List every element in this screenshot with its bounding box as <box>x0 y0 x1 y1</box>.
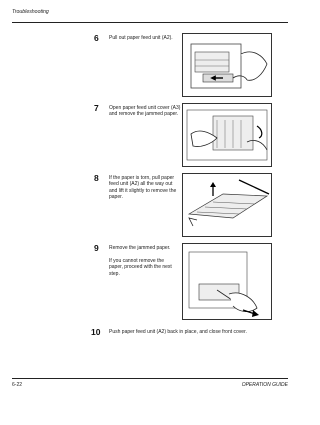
page-footer <box>12 378 288 388</box>
step-9-number: 9 <box>94 243 99 253</box>
paper-feed-unit-pull-illustration <box>183 34 271 96</box>
pull-jammed-paper-illustration <box>183 244 271 319</box>
page-number: 6-22 <box>12 382 23 388</box>
page-header <box>12 4 288 23</box>
step-9-illustration <box>182 243 272 320</box>
step-9-note: If you cannot remove the paper, proceed with the next step. <box>109 258 172 277</box>
step-8-number: 8 <box>94 173 99 183</box>
step-7-text: Open paper feed unit cover (A3) and remove the jammed paper. <box>109 105 181 118</box>
lift-feed-unit-illustration <box>183 174 271 236</box>
step-7-number: 7 <box>94 103 99 113</box>
step-10-text: Push paper feed unit (A2) back in place, and close front cover. <box>109 329 247 335</box>
section-title: Troubleshooting <box>12 9 49 15</box>
step-7-illustration <box>182 103 272 167</box>
step-9-text: Remove the jammed paper. <box>109 245 171 251</box>
remove-jammed-paper-illustration <box>183 104 271 166</box>
step-6-number: 6 <box>94 33 99 43</box>
step-8-illustration <box>182 173 272 237</box>
guide-name: OPERATION GUIDE <box>241 382 288 388</box>
step-10-number: 10 <box>91 327 101 337</box>
step-6-illustration <box>182 33 272 97</box>
step-6-text: Pull out paper feed unit (A2). <box>109 35 173 41</box>
step-8-text: If the paper is torn, pull paper feed unit (A2) all the way out and lift it slightly to remove the paper. <box>109 175 177 200</box>
